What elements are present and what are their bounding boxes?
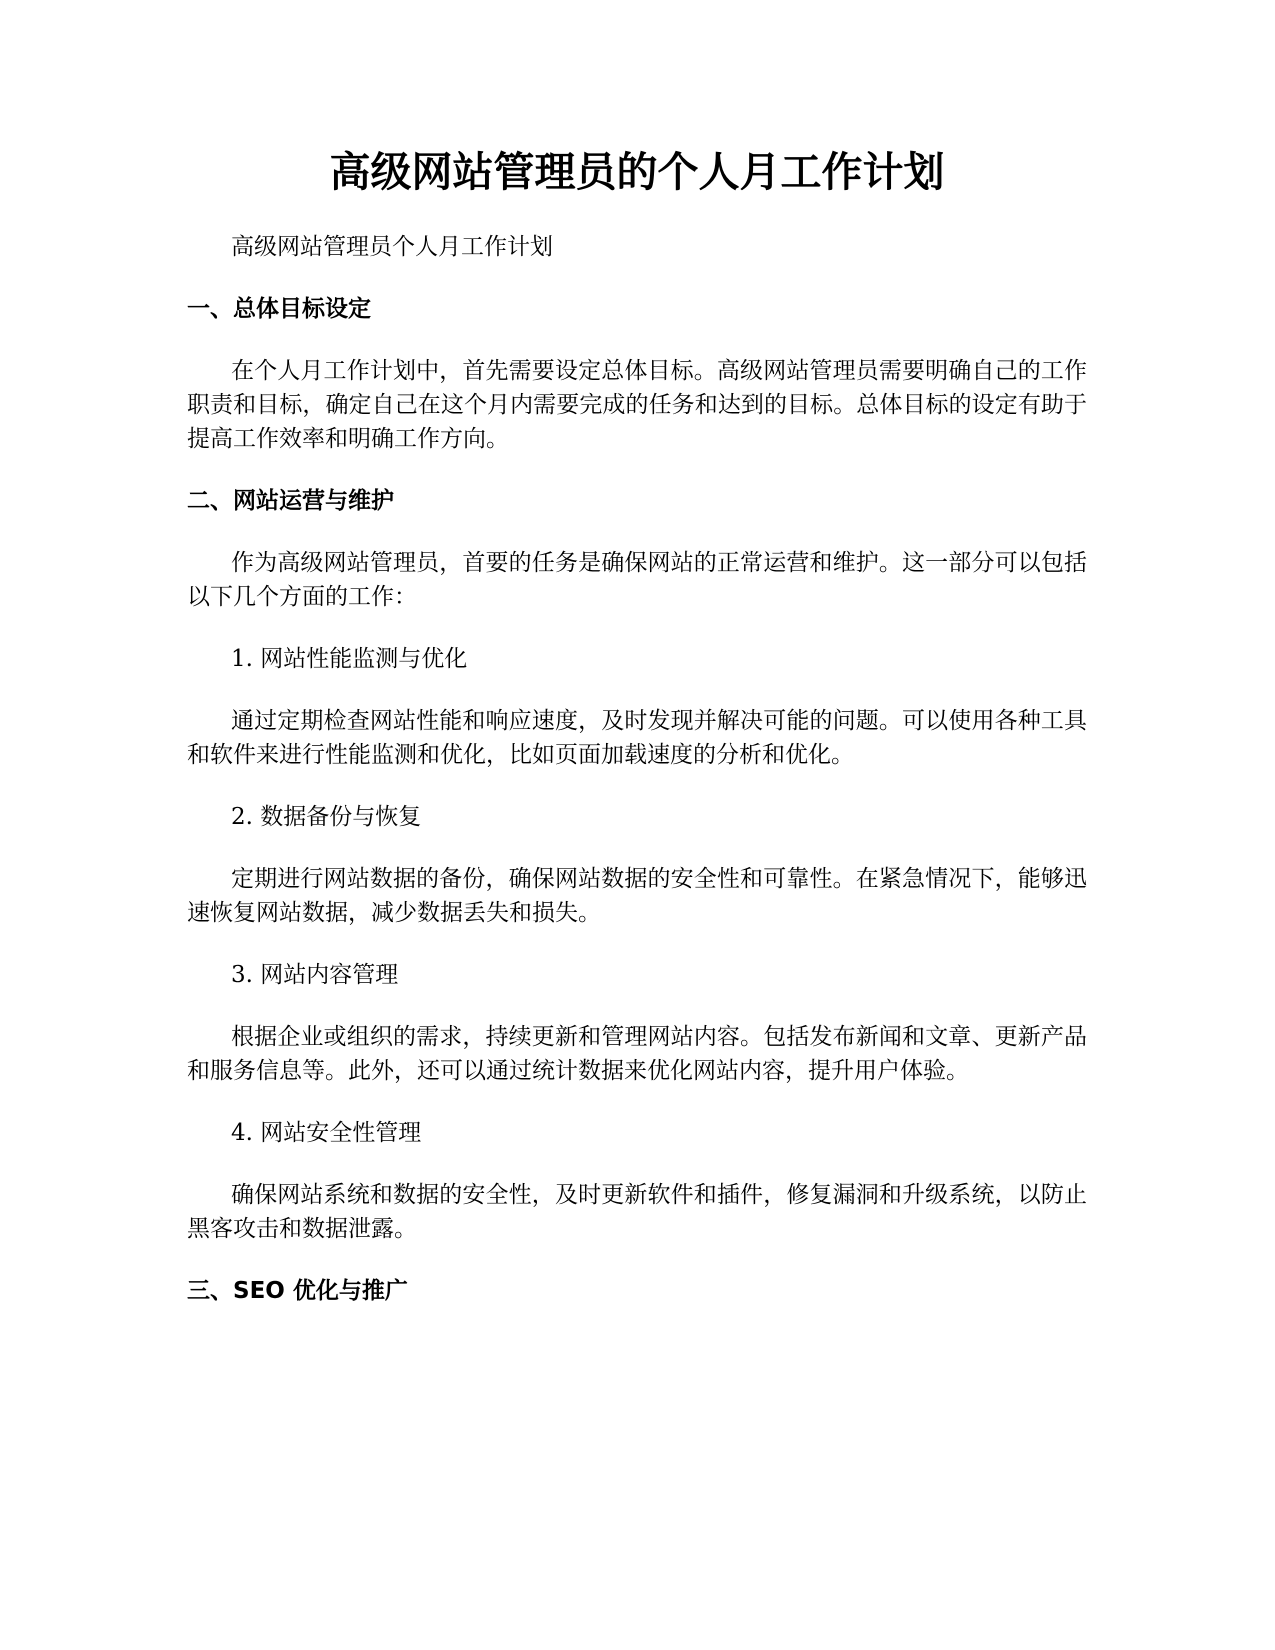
document-title: 高级网站管理员的个人月工作计划 (329, 148, 945, 196)
item-body-security: 确保网站系统和数据的安全性，及时更新软件和插件，修复漏洞和升级系统，以防止黑客攻击和数据泄露。 (187, 1182, 1087, 1242)
item-title-content: 3. 网站内容管理 (231, 962, 399, 988)
item-title-security: 4. 网站安全性管理 (231, 1120, 422, 1146)
item-body-performance: 通过定期检查网站性能和响应速度，及时发现并解决可能的问题。可以使用各种工具和软件来进行性能监测和优化，比如页面加载速度的分析和优化。 (187, 708, 1087, 768)
item-title-backup: 2. 数据备份与恢复 (231, 804, 422, 830)
section-heading-seo: 三、SEO 优化与推广 (187, 1278, 408, 1304)
document-subtitle: 高级网站管理员个人月工作计划 (231, 234, 553, 260)
section-heading-operations: 二、网站运营与维护 (187, 488, 394, 514)
section-heading-goals: 一、总体目标设定 (187, 296, 371, 322)
item-title-performance: 1. 网站性能监测与优化 (231, 646, 468, 672)
document-page (187, 140, 1087, 1336)
item-body-backup: 定期进行网站数据的备份，确保网站数据的安全性和可靠性。在紧急情况下，能够迅速恢复网站数据，减少数据丢失和损失。 (187, 866, 1087, 926)
section-body-operations: 作为高级网站管理员，首要的任务是确保网站的正常运营和维护。这一部分可以包括以下几个方面的工作： (187, 550, 1087, 610)
item-body-content: 根据企业或组织的需求，持续更新和管理网站内容。包括发布新闻和文章、更新产品和服务信息等。此外，还可以通过统计数据来优化网站内容，提升用户体验。 (187, 1024, 1087, 1084)
section-body-goals: 在个人月工作计划中，首先需要设定总体目标。高级网站管理员需要明确自己的工作职责和目标，确定自己在这个月内需要完成的任务和达到的目标。总体目标的设定有助于提高工作效率和明确工作方向。 (187, 358, 1087, 452)
